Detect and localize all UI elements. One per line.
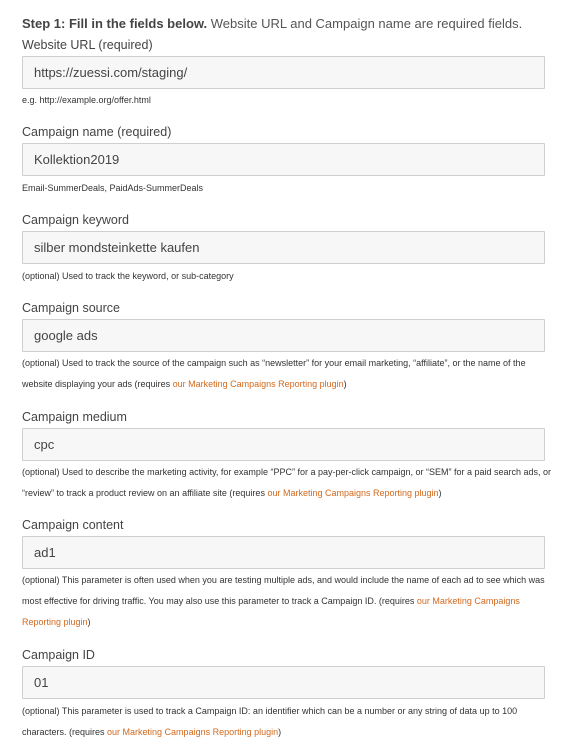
campaign-content-help-text: (optional) This parameter is often used when you are testing multiple ads, and would include the name of each ad to see which was most effective for driving traffic. You may also use this parameter to track a Campaign ID. (requires [22,575,545,606]
marketing-plugin-link[interactable]: our Marketing Campaigns Reporting plugin [267,488,439,498]
campaign-content-label: Campaign content [22,518,124,532]
campaign-id-input[interactable] [22,666,545,699]
campaign-name-help [22,178,552,199]
campaign-id-help [22,701,552,743]
marketing-plugin-link[interactable]: our Marketing Campaigns Reporting plugin [22,596,520,627]
campaign-medium-help [22,462,552,504]
website-url-label: Website URL (required) [22,38,153,52]
campaign-medium-label: Campaign medium [22,410,127,424]
marketing-plugin-link[interactable]: our Marketing Campaigns Reporting plugin [107,727,279,737]
step-title: Step 1: Fill in the fields below. [22,16,208,31]
campaign-source-help [22,353,552,395]
campaign-id-help-text: (optional) This parameter is used to track a Campaign ID: an identifier which can be a number or any string of data up to 100 characters. (requires [22,706,518,737]
marketing-plugin-link[interactable]: our Marketing Campaigns Reporting plugin [172,379,344,389]
campaign-source-input[interactable] [22,319,545,352]
campaign-name-label: Campaign name (required) [22,125,172,139]
campaign-keyword-label: Campaign keyword [22,213,129,227]
step-instructions [22,16,522,31]
campaign-name-input[interactable] [22,143,545,176]
website-url-input[interactable] [22,56,545,89]
website-url-help [22,90,552,111]
campaign-source-help-end: ) [343,379,347,389]
campaign-medium-help-text: (optional) Used to describe the marketing activity, for example “PPC” for a pay-per-click campaign, or “SEM” for a paid search ads, or “review” to track a product review on an affiliate site (requires [22,467,552,498]
step-description: Website URL and Campaign name are required fields. [207,16,523,31]
campaign-source-help-text: (optional) Used to track the source of the campaign such as “newsletter” for your email marketing, “affiliate”, or the name of the website displaying your ads (requires [22,358,526,389]
campaign-keyword-input[interactable] [22,231,545,264]
campaign-content-help-end: ) [87,617,91,627]
campaign-name-help-text: Email-SummerDeals, PaidAds-SummerDeals [22,183,204,193]
website-url-help-text: e.g. http://example.org/offer.html [22,95,151,105]
campaign-id-label: Campaign ID [22,648,95,662]
campaign-content-input[interactable] [22,536,545,569]
campaign-source-label: Campaign source [22,301,120,315]
campaign-medium-help-end: ) [438,488,442,498]
campaign-content-help [22,570,552,633]
campaign-keyword-help [22,266,552,287]
campaign-keyword-help-text: (optional) Used to track the keyword, or sub-category [22,271,234,281]
campaign-medium-input[interactable] [22,428,545,461]
campaign-id-help-end: ) [278,727,282,737]
